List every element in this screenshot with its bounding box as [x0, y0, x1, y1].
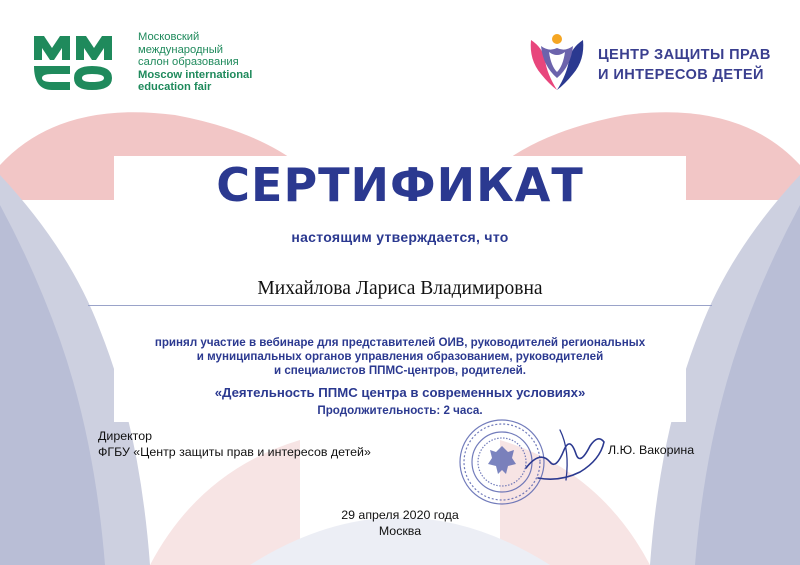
event-duration: Продолжительность: 2 часа. [317, 404, 483, 417]
mmco-logo-icon [32, 32, 132, 92]
recipient-underline [88, 305, 712, 306]
body-line-2: и муниципальных органов управления образованием, руководителей [196, 350, 604, 364]
signatory-position [98, 428, 371, 460]
mmco-line-2: международный [138, 43, 223, 56]
event-title: «Деятельность ППМС центра в современных условиях» [214, 385, 586, 400]
body-line-3: и специалистов ППМС-центров, родителей. [273, 364, 527, 378]
recipient-name: Михайлова Лариса Владимировна [257, 278, 543, 299]
body-line-1: принял участие в вебинаре для представителей ОИВ, руководителей региональных [154, 336, 646, 349]
position-line-2: ФГБУ «Центр защиты прав и интересов детей» [98, 445, 371, 459]
position-line-1: Директор [98, 429, 152, 443]
czp-logo-text [598, 45, 771, 85]
mmco-logo-text [138, 31, 252, 94]
mmco-line-4: Moscow international [138, 68, 253, 81]
issue-date-block [300, 507, 500, 539]
signer-name: Л.Ю. Вакорина [608, 443, 695, 457]
mmco-line-3: салон образования [138, 56, 239, 69]
issue-date: 29 апреля 2020 года [341, 508, 459, 522]
mmco-line-5: education fair [138, 81, 212, 94]
handwritten-signature-icon [520, 420, 610, 490]
czp-line-2: И ИНТЕРЕСОВ ДЕТЕЙ [598, 67, 764, 83]
issue-city: Москва [378, 524, 422, 538]
czp-line-1: ЦЕНТР ЗАЩИТЫ ПРАВ [598, 47, 771, 63]
czp-logo-icon [527, 30, 587, 96]
mmco-line-1: Московский [138, 31, 200, 43]
certificate-body [114, 336, 686, 379]
certificate-title: СЕРТИФИКАТ [216, 158, 584, 212]
certificate-subtitle: настоящим утверждается, что [291, 229, 509, 245]
